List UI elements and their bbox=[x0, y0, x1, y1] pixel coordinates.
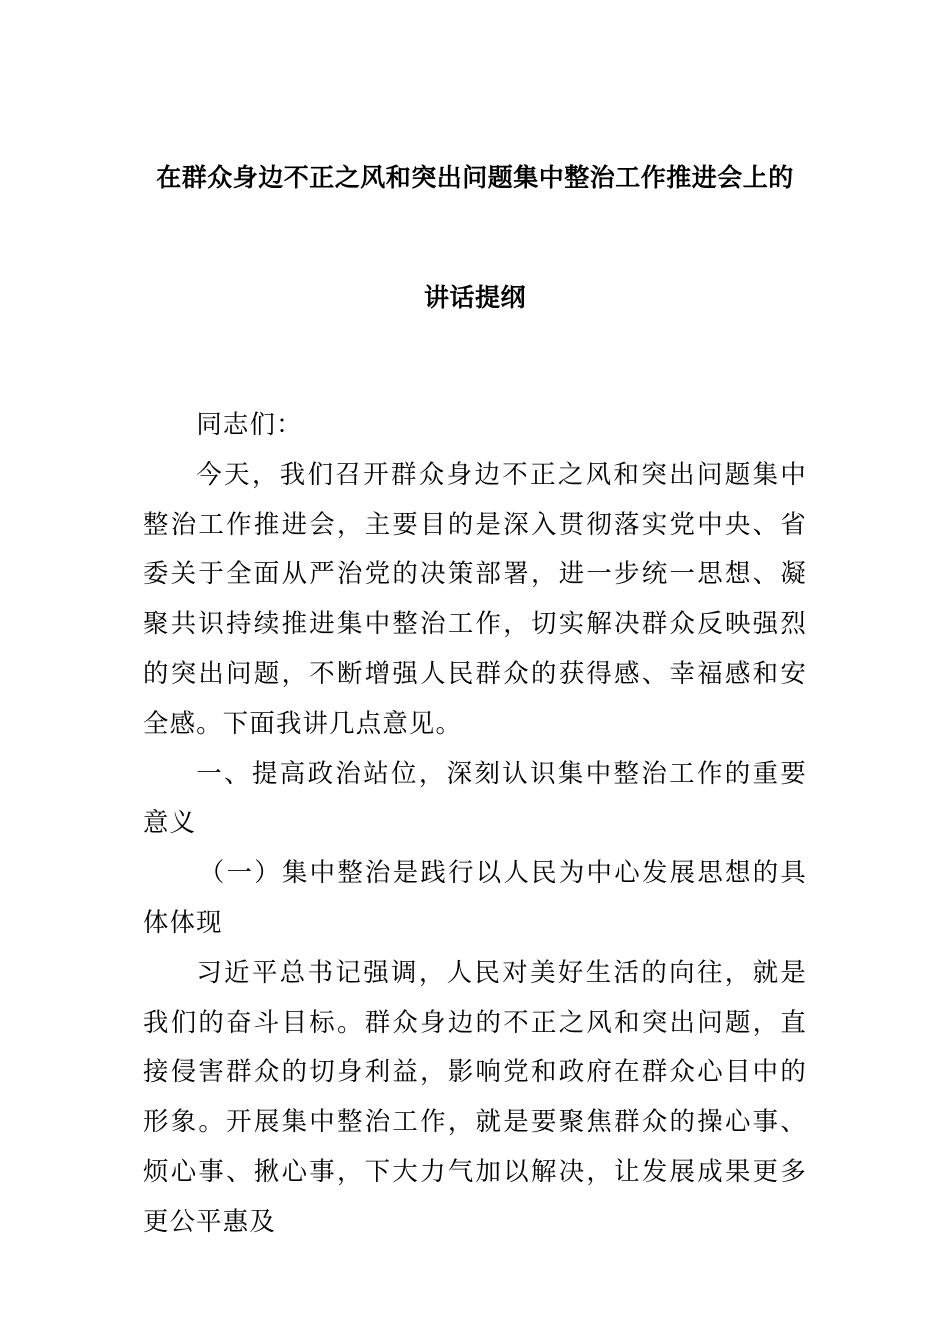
intro-paragraph: 今天，我们召开群众身边不正之风和突出问题集中整治工作推进会，主要目的是深入贯彻落实党中央、省委关于全面从严治党的决策部署，进一步统一思想、凝聚共识持续推进集中整治工作，切实解决群众反映强烈的突出问题，不断增强人民群众的获得感、幸福感和安全感。下面我讲几点意见。 bbox=[143, 458, 807, 738]
document-body bbox=[143, 400, 807, 1247]
section-heading-1: 一、提高政治站位，深刻认识集中整治工作的重要意义 bbox=[143, 757, 807, 838]
body-paragraph-2: 习近平总书记强调，人民对美好生活的向往，就是我们的奋斗目标。群众身边的不正之风和突出问题，直接侵害群众的切身利益，影响党和政府在群众心目中的形象。开展集中整治工作，就是要聚焦群众的操心事、烦心事、揪心事，下大力气加以解决，让发展成果更多更公平惠及 bbox=[143, 956, 807, 1236]
document-title-line-2: 讲话提纲 bbox=[423, 283, 526, 312]
document-title-line-1: 在群众身边不正之风和突出问题集中整治工作推进会上的 bbox=[156, 163, 794, 192]
greeting: 同志们： bbox=[196, 409, 303, 439]
subsection-heading-1: （一）集中整治是践行以人民为中心发展思想的具体体现 bbox=[143, 857, 807, 937]
